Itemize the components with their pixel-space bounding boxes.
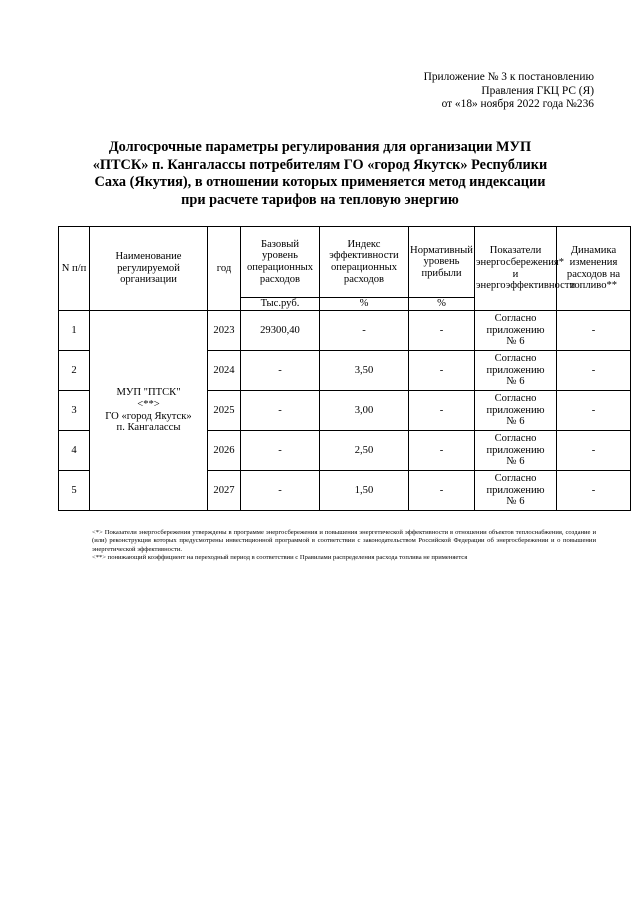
cell-num: 5 [59,471,90,511]
org-name-line: ГО «город Якутск» [105,410,192,422]
unit-cell-profit: % [409,298,475,311]
unit-cell-base: Тыс.руб. [241,298,320,311]
parameters-table [58,226,631,511]
cell-fuel: - [557,431,631,471]
document-title [60,139,580,209]
document-header [424,71,594,112]
header-cell-index: Индекс эффективности операционных расходов [320,227,409,298]
header-cell-num: N п/п [59,227,90,311]
header-line: от «18» ноября 2022 года №236 [441,98,594,111]
header-line: Правления ГКЦ РС (Я) [481,84,594,97]
title-line: Саха (Якутия), в отношении которых применяется метод индексации [94,174,546,191]
energy-line: Согласно [494,473,537,485]
cell-fuel: - [557,311,631,351]
org-name-line: МУП "ПТСК" [116,387,181,399]
title-line: Долгосрочные параметры регулирования для организации МУП [108,139,532,155]
cell-energy [475,391,557,431]
cell-energy [475,471,557,511]
cell-energy [475,311,557,351]
cell-profit: - [409,311,475,351]
header-cell-profit: Нормативный уровень прибыли [409,227,475,298]
energy-line: № 6 [506,376,525,388]
cell-profit: - [409,471,475,511]
energy-line: Согласно [494,393,537,405]
table-row [59,311,631,351]
cell-fuel: - [557,391,631,431]
org-name-line: п. Кангалассы [116,422,181,434]
cell-energy [475,351,557,391]
cell-year: 2024 [208,351,241,391]
energy-line: Согласно [494,353,537,365]
cell-index: - [320,311,409,351]
cell-index: 2,50 [320,431,409,471]
unit-cell-index: % [320,298,409,311]
cell-year: 2023 [208,311,241,351]
title-line: при расчете тарифов на тепловую энергию [181,191,459,208]
cell-fuel: - [557,471,631,511]
cell-profit: - [409,351,475,391]
footnote-energy: <*> Показатели энергосбережения утверждены в программе энергосбережения и повышения энергетической эффективности в отношении объектов теплоснабжения, создание и (или) реконструкция которых предусмотрены инвестиционной программой в соответствии с законодательством Российской Федерации об энергосбережении и о повышении энергетической эффективности. [92,529,596,553]
cell-profit: - [409,391,475,431]
cell-index: 1,50 [320,471,409,511]
org-name-line: <**> [137,398,160,410]
cell-year: 2027 [208,471,241,511]
header-cell-org: Наименование регулируемой организации [90,227,208,311]
cell-base: 29300,40 [241,311,320,351]
header-line: Приложение № 3 к постановлению [423,71,594,83]
energy-line: Согласно [494,313,537,325]
footnote-fuel: <**> понижающий коэффициент на переходный период в соответствии с Правилами распределения расхода топлива не применяется [92,554,468,562]
energy-line: № 6 [506,496,525,508]
header-cell-fuel: Динамика изменения расходов на топливо** [557,227,631,311]
cell-index: 3,50 [320,351,409,391]
cell-base: - [241,391,320,431]
energy-line: № 6 [506,416,525,428]
footnotes [92,529,596,563]
energy-line: приложению [486,484,545,496]
cell-base: - [241,431,320,471]
cell-index: 3,00 [320,391,409,431]
cell-num: 4 [59,431,90,471]
energy-line: № 6 [506,336,525,348]
cell-fuel: - [557,351,631,391]
energy-line: приложению [486,404,545,416]
title-line: «ПТСК» п. Кангалассы потребителям ГО «город Якутск» Республики [92,156,548,173]
energy-line: Согласно [494,433,537,445]
cell-org-name [90,311,208,511]
header-cell-year: год [208,227,241,311]
cell-num: 3 [59,391,90,431]
header-cell-energy: Показатели энергосбережения* и энергоэффективности [475,227,557,311]
cell-year: 2025 [208,391,241,431]
cell-num: 1 [59,311,90,351]
cell-energy [475,431,557,471]
cell-base: - [241,351,320,391]
header-cell-base: Базовый уровень операционных расходов [241,227,320,298]
cell-profit: - [409,431,475,471]
cell-num: 2 [59,351,90,391]
cell-base: - [241,471,320,511]
energy-line: приложению [486,364,545,376]
energy-line: приложению [486,444,545,456]
energy-line: приложению [486,324,545,336]
cell-year: 2026 [208,431,241,471]
table-header-row [59,227,631,298]
energy-line: № 6 [506,456,525,468]
